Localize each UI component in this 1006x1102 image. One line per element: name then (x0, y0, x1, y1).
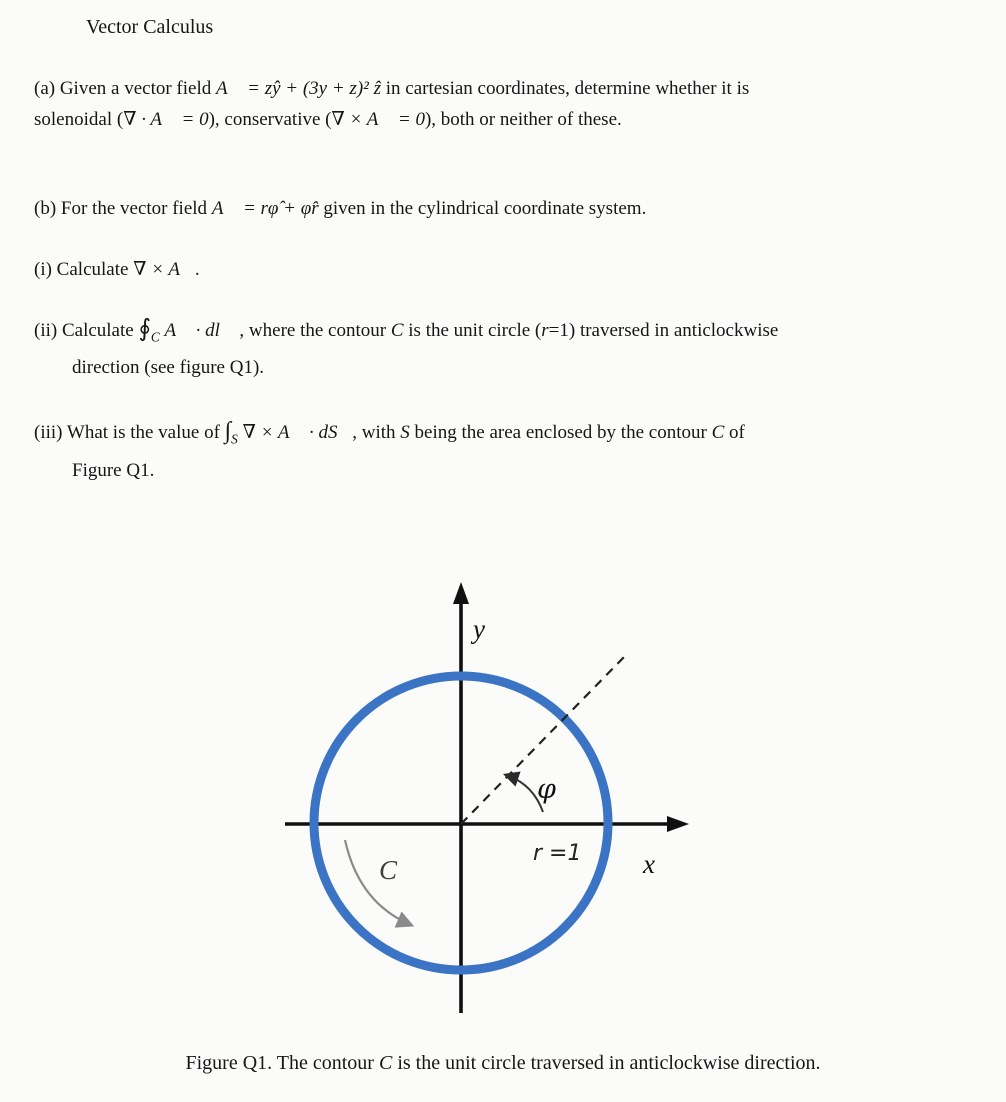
text-segment: ), both or neither of these. (424, 109, 622, 130)
text-segment: , where the contour (234, 320, 391, 341)
x-axis-label: x (643, 848, 655, 879)
text-segment: Figure Q1. The contour (185, 1051, 379, 1074)
text-segment: C (390, 320, 404, 341)
text-segment: (ii) Calculate (34, 320, 139, 341)
text-segment: Figure Q1. (72, 459, 155, 481)
y-axis-label: y (473, 613, 485, 644)
text-segment: (iii) What is the value of (34, 422, 225, 444)
problem-statement-i (34, 254, 972, 285)
text-segment: direction (see figure Q1). (72, 357, 265, 379)
text-segment: given in the cylindrical coordinate system. (318, 198, 647, 219)
text-segment: of (724, 422, 745, 444)
text-segment: in cartesian coordinates, determine whether it is (381, 78, 750, 99)
problem-statement-iii (34, 417, 972, 485)
problem-statement-b (34, 193, 972, 224)
figure-q1-diagram (275, 576, 695, 1026)
figure-caption (34, 1048, 972, 1078)
text-segment: (b) For the vector field (34, 198, 212, 219)
problem-statement-a (34, 73, 972, 135)
text-segment: ∇ · A⃗ = 0 (123, 109, 209, 130)
text-segment: ∇ × A⃗ (133, 259, 195, 280)
text-segment: ∇ × A⃗ · dS⃗ (242, 422, 353, 444)
text-segment: A⃗ = rφ̂ + φr̂ (211, 198, 319, 219)
text-segment: is the unit circle traversed in anticlockwise direction. (392, 1051, 821, 1074)
problem-statement-ii (34, 315, 972, 383)
text-segment: =1) traversed in anticlockwise (548, 320, 779, 341)
text-segment: C (150, 329, 160, 345)
radius-label: r =1 (533, 840, 582, 866)
text-segment: . (194, 259, 200, 280)
y-axis-arrowhead (453, 582, 469, 604)
page-title: Vector Calculus (86, 16, 214, 38)
text-segment: C (711, 422, 725, 444)
text-segment: is the unit circle ( (403, 320, 542, 341)
x-axis-arrowhead (667, 816, 689, 832)
text-segment: ∇ × A⃗ = 0 (331, 109, 425, 130)
text-segment: ∫ (224, 418, 232, 445)
text-segment: being the area enclosed by the contour (409, 422, 712, 444)
text-segment: r (541, 320, 549, 341)
text-segment: S (231, 431, 238, 447)
text-segment: (a) Given a vector field (34, 78, 216, 99)
text-segment: A⃗ = zŷ + (3y + z)² ẑ (216, 78, 381, 99)
text-segment: (i) Calculate (34, 259, 134, 280)
text-segment: ), conservative ( (208, 109, 332, 130)
text-segment: , with (352, 422, 401, 444)
contour-direction-arrow (345, 840, 411, 925)
text-segment: solenoidal ( (34, 109, 124, 130)
text-segment: S (400, 422, 410, 444)
contour-label: C (379, 854, 398, 885)
figure-q1 (275, 576, 695, 1026)
text-segment: ∮ (138, 316, 151, 342)
text-segment: A⃗ · dl⃗ (164, 320, 235, 341)
text-segment: C (378, 1051, 393, 1074)
phi-label: φ (537, 773, 556, 805)
